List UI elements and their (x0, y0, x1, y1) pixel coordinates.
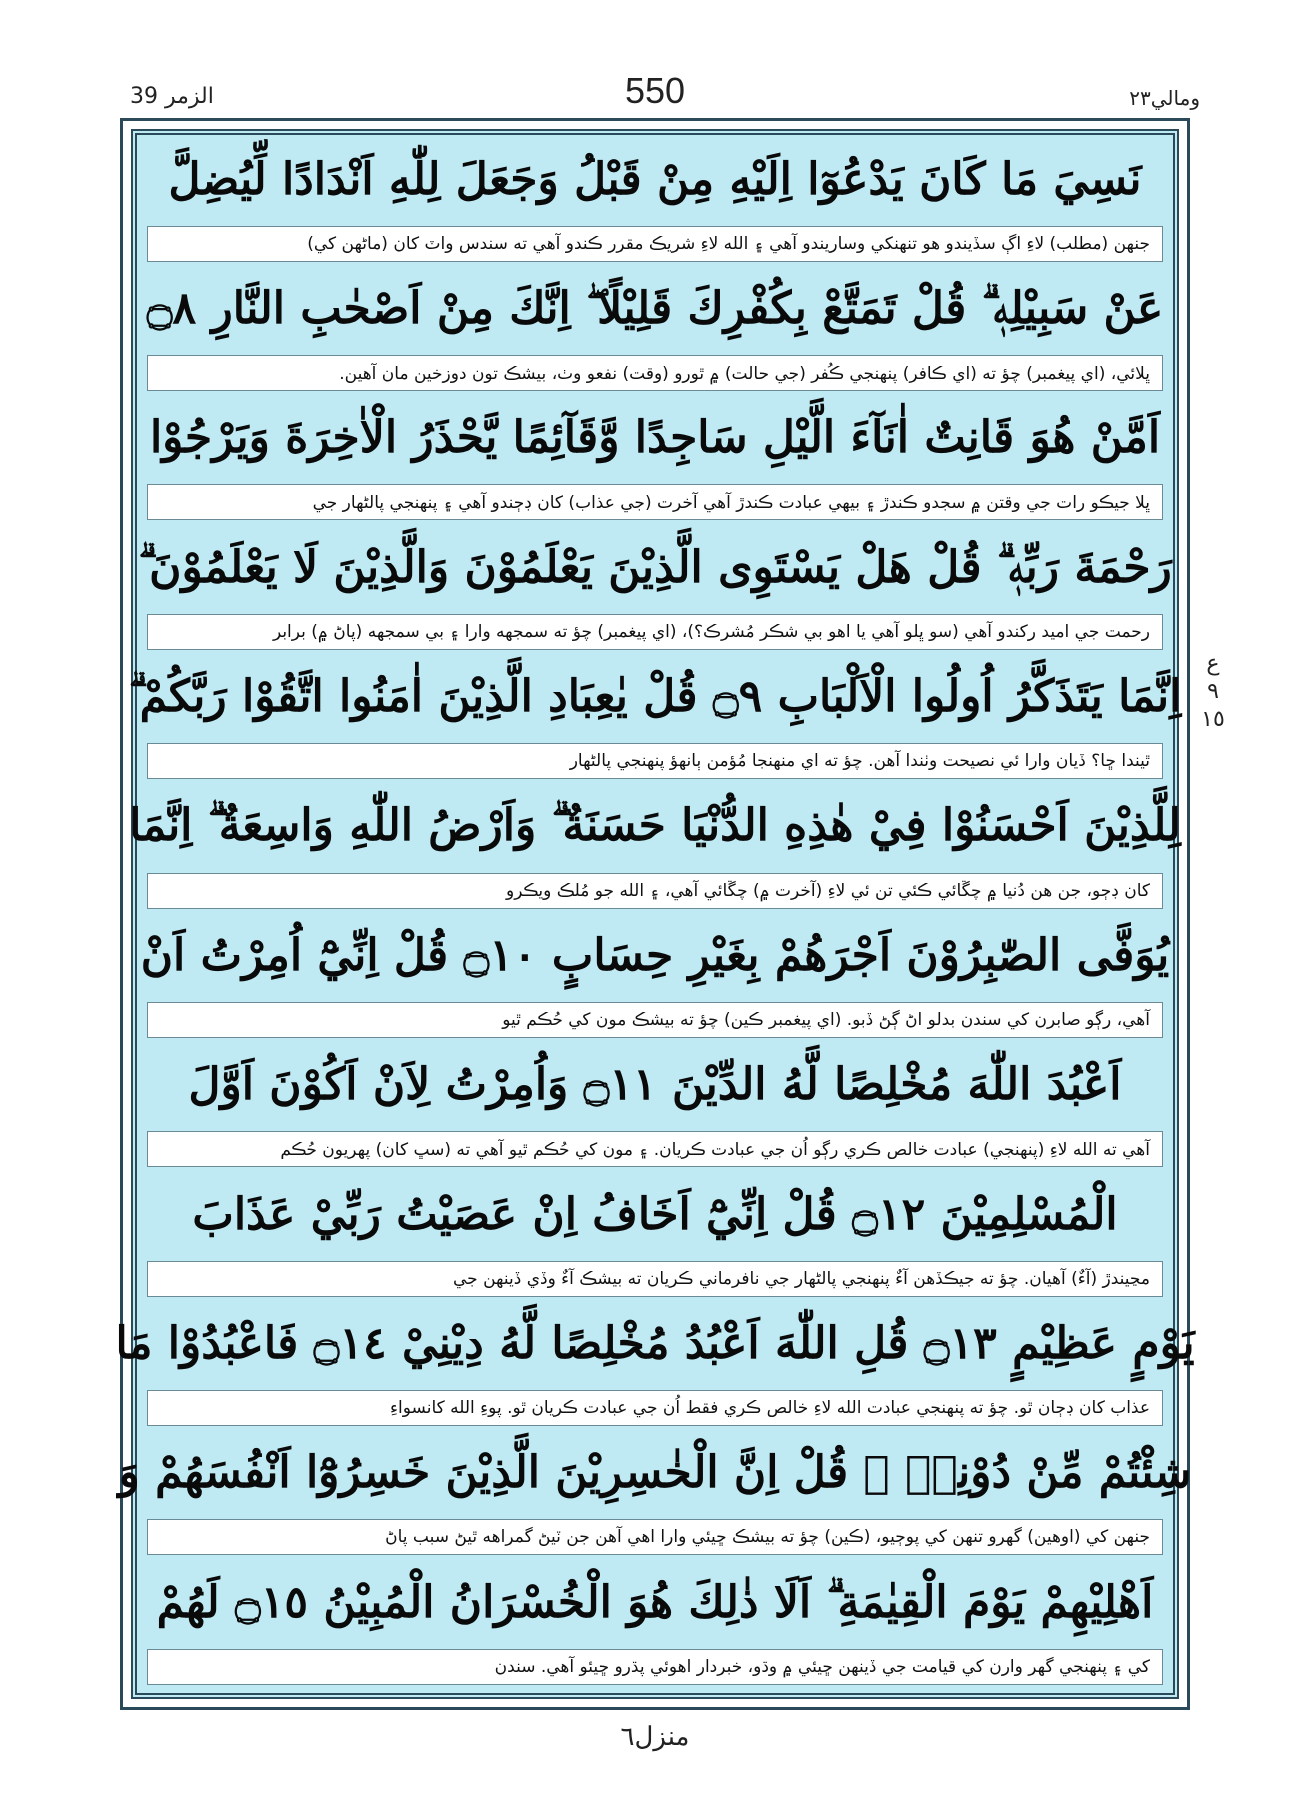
translation-line: آهي، رڳو صابرن کي سندن بدلو اڻ ڳڻ ڏبو. (اي پيغمبر ڪين) چؤ ته بيشڪ مون کي حُڪم ٿيو (147, 1002, 1163, 1038)
ruku-margin-mark (1196, 650, 1230, 734)
translation-line: جنهن کي (اوهين) گهرو تنهن کي پوڄيو، (ڪين) چؤ ته بيشڪ ڇيئي وارا اهي آهن جن ٽيڻ گمراهه ٿيڻ سبب پاڻ (147, 1519, 1163, 1555)
translation-line: آهي ته الله لاءِ (پنهنجي) عبادت خالص ڪري رڳو اُن جي عبادت ڪريان. ۽ مون کي حُڪم ٿيو آهي ته (سڀ کان) پهريون حُڪم (147, 1131, 1163, 1167)
page-header (0, 70, 1310, 120)
verse-line: اِنَّمَا يَتَذَكَّرُ اُولُوا الْاَلْبَابِ ۝٩ قُلْ يٰعِبَادِ الَّذِيْنَ اٰمَنُوا اتَّقُوْا رَبَّكُمْ ۗ (128, 671, 1182, 722)
verse-line: يَوْمٍ عَظِيْمٍ ۝١٣ قُلِ اللّٰهَ اَعْبُدُ مُخْلِصًا لَّهُ دِيْنِيْ ۝١٤ فَاعْبُدُوْا مَا (115, 1317, 1195, 1369)
juz-label: ومالي٢٣ (1129, 86, 1200, 110)
translation-line: کان ڊڄو، جن هن دُنيا ۾ چڱائي ڪئي تن ئي لاءِ (آخرت ۾) چڱائي آهي، ۽ الله جو مُلڪ ويڪرو (147, 873, 1163, 909)
verse-line: رَحْمَةَ رَبِّهٖ ۗ قُلْ هَلْ يَسْتَوِى الَّذِيْنَ يَعْلَمُوْنَ وَالَّذِيْنَ لَا يَعْلَمُوْنَ ۗ (138, 541, 1172, 593)
verse-line: عَنْ سَبِيْلِهٖ ۗ قُلْ تَمَتَّعْ بِكُفْرِكَ قَلِيْلًا ۖ اِنَّكَ مِنْ اَصْحٰبِ النَّارِ ۝٨ (146, 282, 1164, 334)
manzil-footer: منزل٦ (620, 1722, 690, 1752)
translation-line: جنهن (مطلب) لاءِ اڳ سڏيندو هو تنهنکي وساريندو آهي ۽ الله لاءِ شريڪ مقرر ڪندو آهي ته سندس واٽ کان (ماڻهن کي) (147, 226, 1163, 262)
verse-line: لِلَّذِيْنَ اَحْسَنُوْا فِيْ هٰذِهِ الدُّنْيَا حَسَنَةٌ ۗ وَاَرْضُ اللّٰهِ وَاسِعَةٌ ۗ اِنَّمَا (129, 800, 1181, 852)
verse-line: الْمُسْلِمِيْنَ ۝١٢ قُلْ اِنِّيْٓ اَخَافُ اِنْ عَصَيْتُ رَبِّيْ عَذَابَ (192, 1188, 1118, 1240)
verse-line: اَهْلِيْهِمْ يَوْمَ الْقِيٰمَةِ ۗ اَلَا ذٰلِكَ هُوَ الْخُسْرَانُ الْمُبِيْنُ ۝١٥ لَهُمْ (156, 1576, 1154, 1628)
page-number: 550 (624, 70, 686, 111)
translation-line: ڀلائي، (اي پيغمبر) چؤ ته (اي ڪافر) پنهنجي ڪُفر (جي حالت) ۾ ٿورو (وقت) نفعو وٺ، بيشڪ تون دوزخين مان آهين. (147, 355, 1163, 391)
verse-line: نَسِيَ مَا كَانَ يَدْعُوٓا اِلَيْهِ مِنْ قَبْلُ وَجَعَلَ لِلّٰهِ اَنْدَادًا لِّيُضِلَّ (168, 153, 1142, 205)
verse-line: يُوَفَّى الصّٰبِرُوْنَ اَجْرَهُمْ بِغَيْرِ حِسَابٍ ۝١٠ قُلْ اِنِّيْٓ اُمِرْتُ اَنْ (140, 929, 1170, 981)
text-panel (115, 129, 1195, 1699)
translation-line: ٿيندا ڇا؟ ڏيان وارا ئي نصيحت وٺندا آهن. چؤ ته اي منهنجا مُؤمن ٻانهؤ پنهنجي پالڻهار (147, 743, 1163, 779)
translation-line: رحمت جي اميد رکندو آهي (سو ڀلو آهي يا اهو بي شڪر مُشرڪ؟)، (اي پيغمبر) چؤ ته سمجهه وارا ۽ بي سمجهه (پاڻ ۾) برابر (147, 614, 1163, 650)
ruku-symbol: ع (1206, 651, 1220, 676)
verse-line: اَمَّنْ هُوَ قَانِتٌ اٰنَآءَ الَّيْلِ سَاجِدًا وَّقَآئِمًا يَّحْذَرُ الْاٰخِرَةَ وَيَرْجُوْا (149, 412, 1161, 464)
ruku-numbers: ٩ ١٥ (1201, 679, 1225, 732)
page-frame (115, 118, 1195, 1710)
verse-line: اَعْبُدَ اللّٰهَ مُخْلِصًا لَّهُ الدِّيْنَ ۝١١ وَاُمِرْتُ لِاَنْ اَكُوْنَ اَوَّلَ (188, 1059, 1122, 1111)
translation-line: عذاب کان ڊڄان ٿو. چؤ ته پنهنجي عبادت الله لاءِ خالص ڪري فقط اُن جي عبادت ڪريان ٿو. پوءِ الله کانسواءِ (147, 1390, 1163, 1426)
translation-line: مڃيندڙ (آءٌ) آهيان. چؤ ته جيڪڏهن آءٌ پنهنجي پالڻهار جي نافرماني ڪريان ته بيشڪ آءٌ وڏي ڏينهن جي (147, 1261, 1163, 1297)
translation-line: ڀلا جيڪو رات جي وقتن ۾ سجدو ڪندڙ ۽ بيهي عبادت ڪندڙ آهي آخرت (جي عذاب) کان ڊڄندو آهي ۽ پنهنجي پالڻهار جي (147, 484, 1163, 520)
translation-line: کي ۽ پنهنجي گهر وارن کي قيامت جي ڏينهن ڇيئي ۾ وڌو، خبردار اهوئي پڌرو ڇيئو آهي. سندن (147, 1649, 1163, 1685)
surah-label: الزمر 39 (130, 84, 214, 109)
verse-line: شِئْتُمْ مِّنْ دُوْنِهٖ ۗ قُلْ اِنَّ الْخٰسِرِيْنَ الَّذِيْنَ خَسِرُوْٓا اَنْفُسَهُمْ وَ (118, 1447, 1192, 1499)
